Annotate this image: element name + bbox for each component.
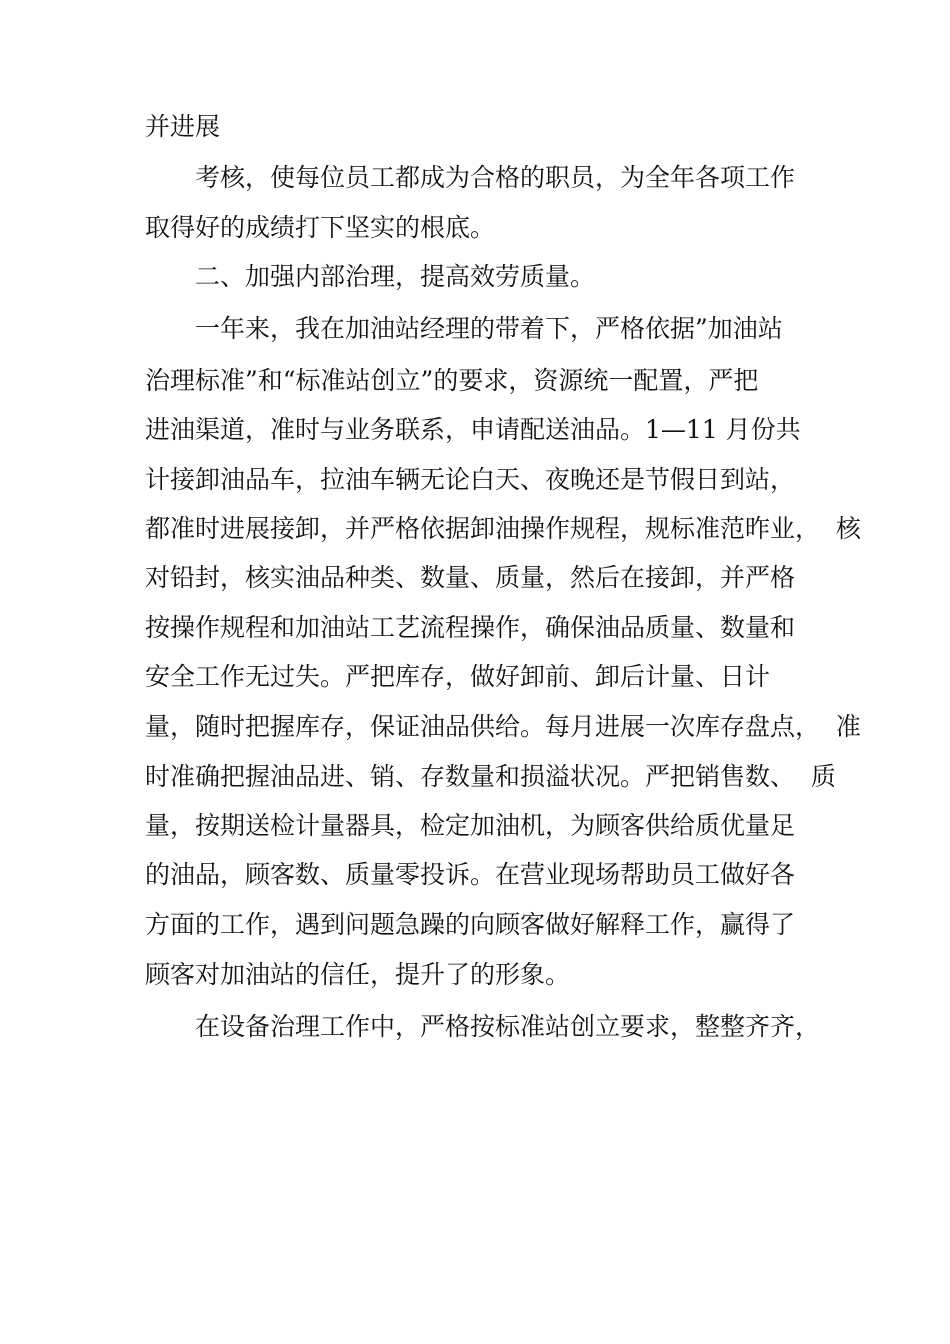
section-heading: 二、加强内部治理，提高效劳质量。 [195, 262, 596, 291]
paragraph-start-line: 在设备治理工作中，严格按标准站创立要求，整整齐齐， [195, 1012, 821, 1041]
text-line: 并进展 [145, 112, 221, 141]
text-line: 进油渠道，准时与业务联系，申请配送油品。1—11 月份共 [145, 415, 801, 444]
paragraph-start-line: 考核，使每位员工都成为合格的职员，为全年各项工作 [195, 163, 796, 192]
text-line: 对铅封，核实油品种类、数量、质量，然后在接卸，并严格 [145, 563, 796, 592]
text-line: 计接卸油品车，拉油车辆无论白天、夜晚还是节假日到站， [145, 465, 796, 494]
paragraph-start-line: 一年来，我在加油站经理的带着下，严格依据”加油站 [195, 314, 783, 343]
text-line: 都准时进展接卸，并严格依据卸油操作规程，规标准范昨业， 核 [145, 514, 861, 543]
text-line: 方面的工作，遇到问题急躁的向顾客做好解释工作，赢得了 [145, 910, 796, 939]
text-line: 治理标准”和“标准站创立”的要求，资源统一配置，严把 [145, 366, 759, 395]
text-line: 按操作规程和加油站工艺流程操作，确保油品质量、数量和 [145, 613, 796, 642]
text-line: 取得好的成绩打下坚实的根底。 [145, 213, 496, 242]
text-line: 安全工作无过失。严把库存，做好卸前、卸后计量、日计 [145, 662, 771, 691]
text-line: 时准确把握油品进、销、存数量和损溢状况。严把销售数、 质 [145, 762, 836, 791]
text-line: 量，按期送检计量器具，检定加油机，为顾客供给质优量足 [145, 811, 796, 840]
text-line: 的油品，顾客数、质量零投诉。在营业现场帮助员工做好各 [145, 860, 796, 889]
text-line: 顾客对加油站的信任，提升了的形象。 [145, 960, 571, 989]
text-line: 量，随时把握库存，保证油品供给。每月进展一次库存盘点， 准 [145, 712, 861, 741]
